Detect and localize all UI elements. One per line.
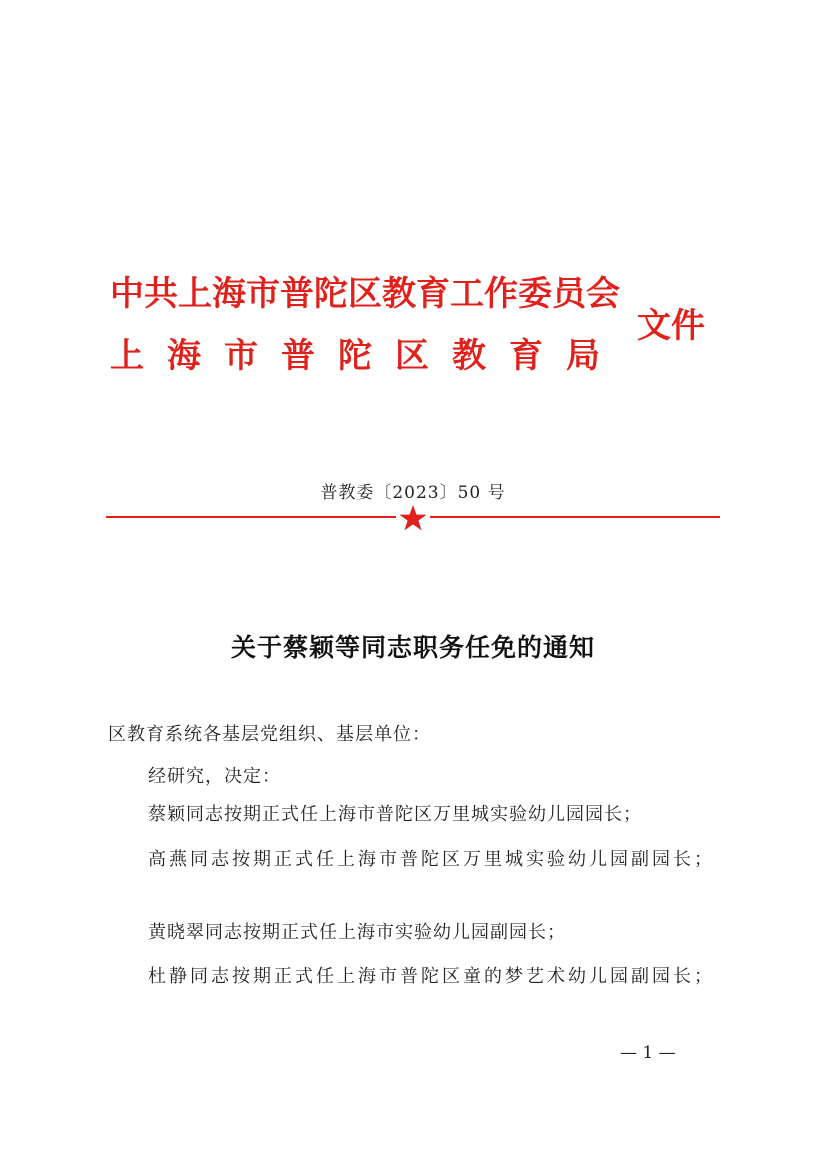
document-suffix: 文件 [637,306,705,346]
issuer-name-education-bureau: 上海市普陀区教育局 [110,336,623,376]
paragraph-appointment-1: 蔡颖同志按期正式任上海市普陀区万里城实验幼儿园园长； [148,804,642,825]
page-number: — 1 — [620,1043,676,1063]
red-separator-left [106,516,396,518]
paragraph-appointment-4: 杜静同志按期正式任上海市普陀区童的梦艺术幼儿园副园长； [148,966,715,987]
paragraph-appointment-3: 黄晓翠同志按期正式任上海市实验幼儿园副园长； [148,922,566,943]
red-star-icon [398,504,428,532]
paragraph-decision-intro: 经研究，决定： [148,766,281,787]
red-separator-right [430,516,720,518]
document-number: 普教委〔2023〕50 号 [320,483,506,503]
issuer-name-party-committee: 中共上海市普陀区教育工作委员会 [110,274,620,314]
paragraph-appointment-2: 高燕同志按期正式任上海市普陀区万里城实验幼儿园副园长； [148,849,715,870]
salutation: 区教育系统各基层党组织、基层单位： [108,724,431,745]
notice-title: 关于蔡颖等同志职务任免的通知 [230,633,595,662]
